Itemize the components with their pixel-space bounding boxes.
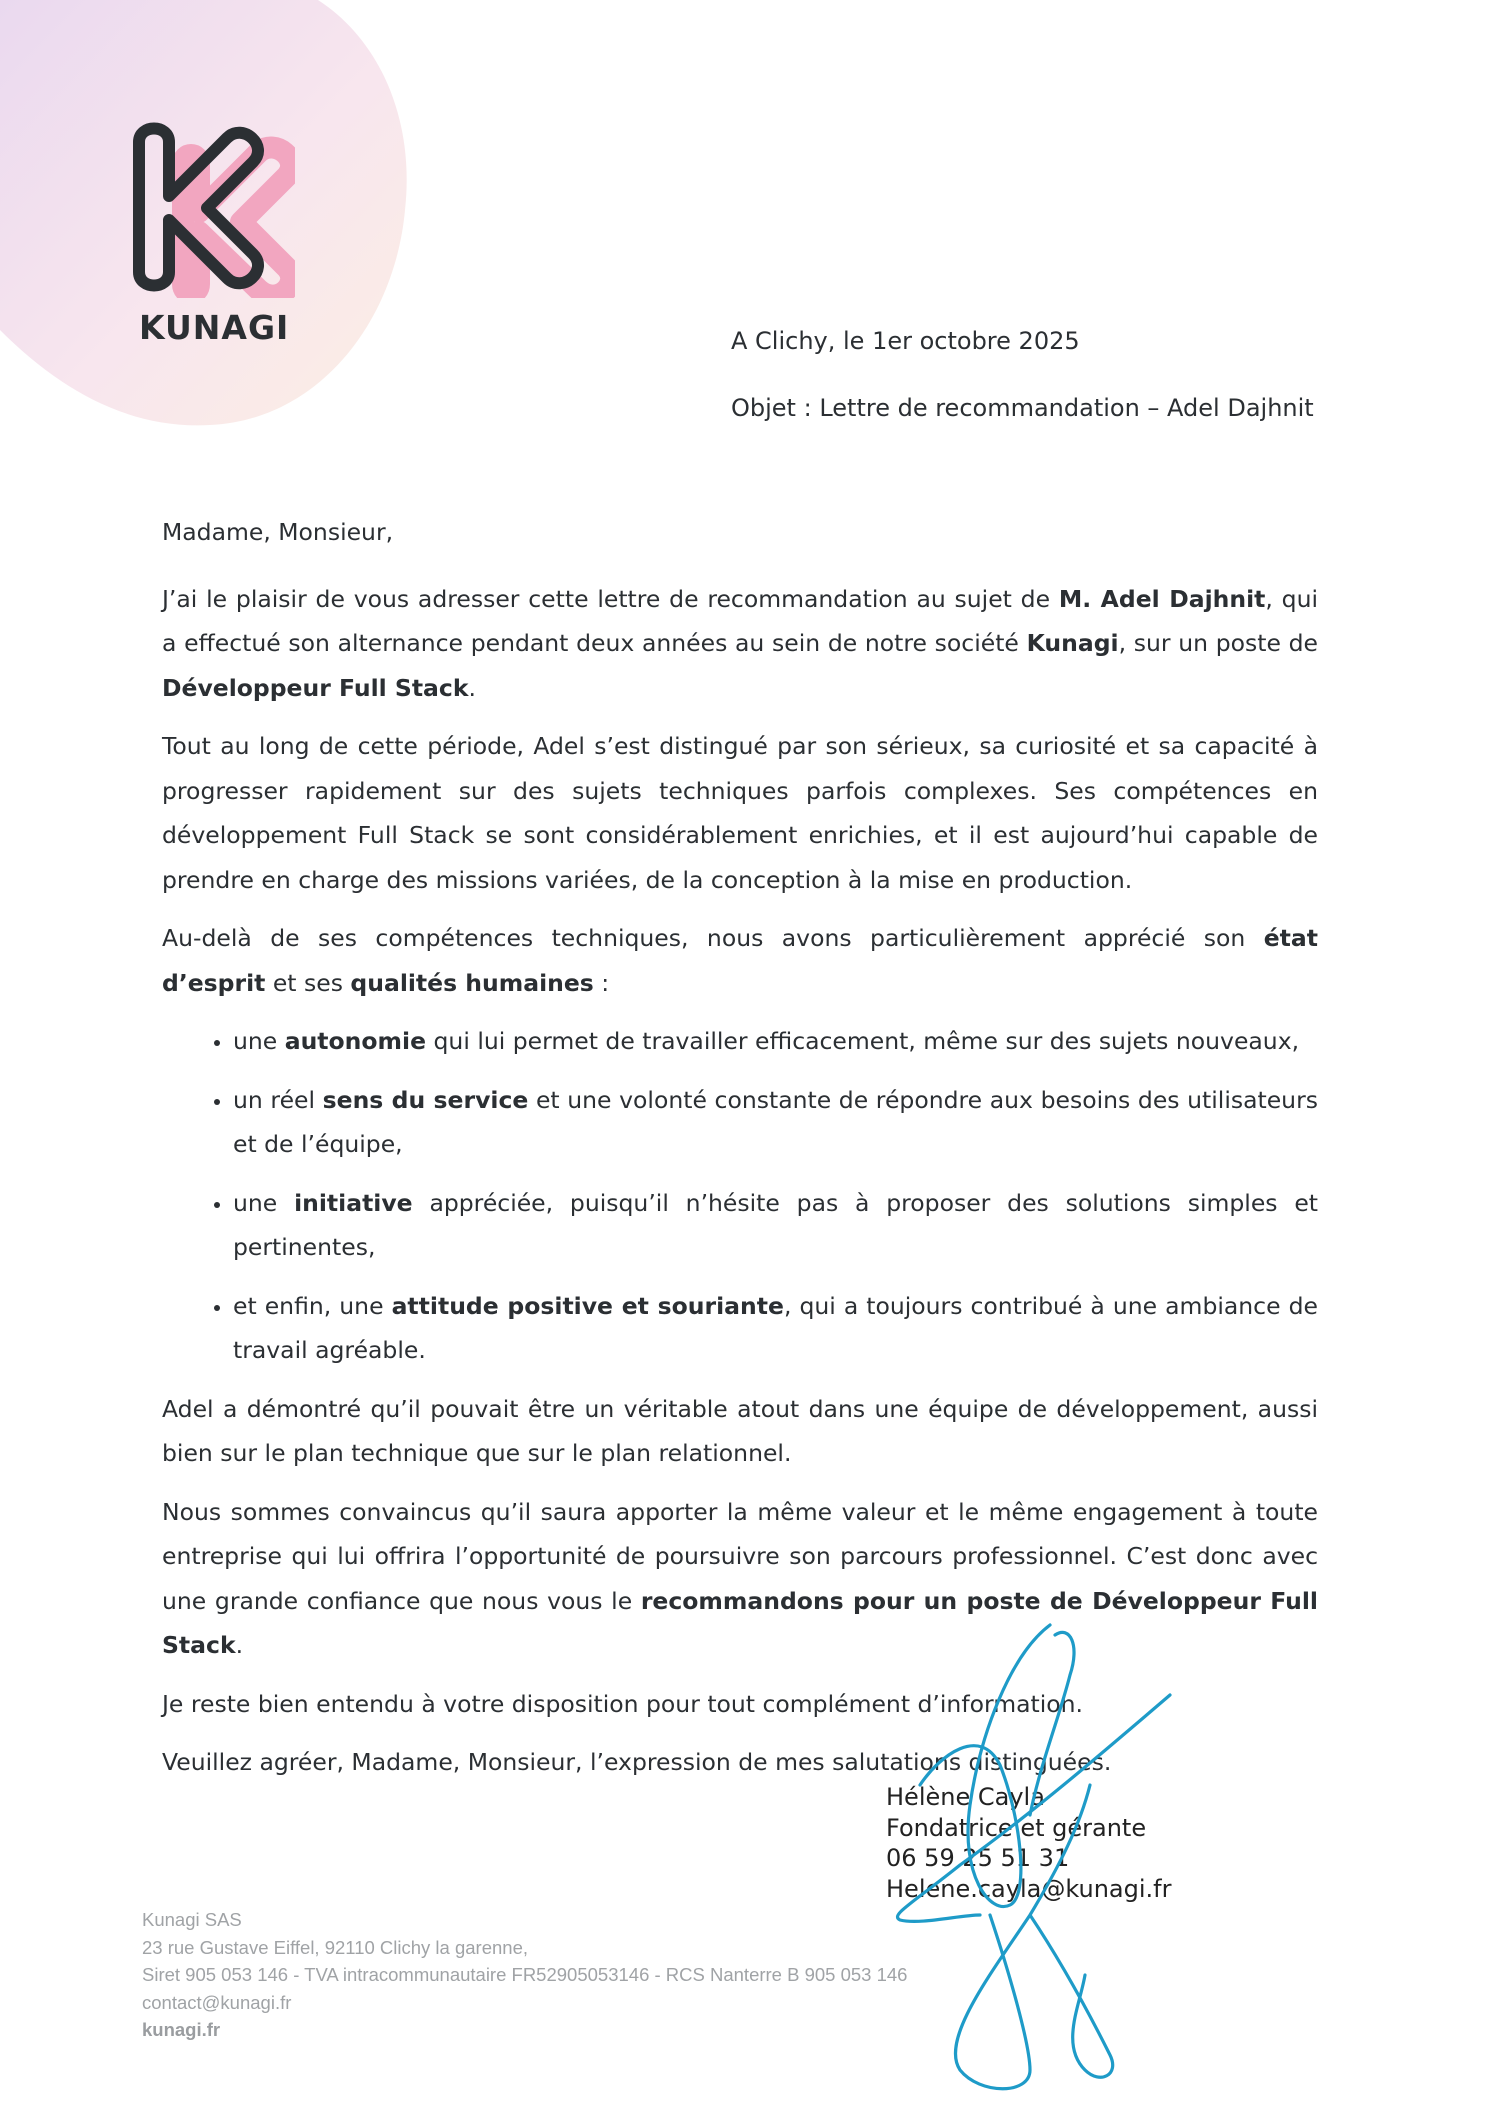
signatory-phone: 06 59 25 51 31 (886, 1844, 1070, 1872)
text-run: , sur un poste de (1118, 629, 1318, 657)
footer-address: 23 rue Gustave Eiffel, 92110 Clichy la garenne, (142, 1936, 528, 1958)
list-item (233, 1284, 1318, 1373)
footer-email[interactable]: contact@kunagi.fr (142, 1991, 292, 2013)
text-run: appréciée, puisqu’il n’hésite pas à proposer des solutions simples et pertinentes, (233, 1188, 1319, 1261)
footer (142, 1906, 907, 2044)
subject-line: Objet : Lettre de recommandation – Adel Dajhnit (731, 394, 1314, 422)
company-name: Kunagi (1026, 629, 1119, 657)
text-run: et enfin, une (233, 1291, 392, 1320)
letter-body (162, 510, 1318, 1799)
text-run: . (468, 673, 476, 702)
handwritten-signature-icon (880, 1615, 1200, 2095)
candidate-name: M. Adel Dajhnit (1058, 584, 1266, 613)
bold-phrase: initiative (294, 1188, 413, 1217)
text-run: Au-delà de ses compétences techniques, nous avons particulièrement apprécié son (162, 924, 1264, 952)
bold-phrase: état d’esprit (162, 924, 1318, 997)
text-run: un réel (233, 1085, 323, 1114)
paragraph-intro (162, 577, 1318, 711)
text-run: et une volonté constante de répondre aux besoins des utilisateurs et de l’équipe, (233, 1085, 1318, 1158)
text-run: , qui a effectué son alternance pendant deux années au sein de notre société (162, 584, 1318, 657)
signatory-role: Fondatrice et gérante (886, 1813, 1147, 1842)
list-item (233, 1181, 1318, 1270)
text-run: : (593, 968, 610, 997)
bold-phrase: recommandons pour un poste de Développeur Full Stack (162, 1586, 1318, 1659)
qualities-list (162, 1019, 1318, 1373)
bold-phrase: autonomie (284, 1027, 427, 1055)
footer-website[interactable]: kunagi.fr (142, 2019, 221, 2040)
footer-legal: Siret 905 053 146 - TVA intracommunautaire FR52905053146 - RCS Nanterre B 905 053 146 (142, 1964, 908, 1985)
text-run: , qui a toujours contribué à une ambiance de travail agréable. (233, 1291, 1318, 1364)
closing-formula: Veuillez agréer, Madame, Monsieur, l’expression de mes salutations distinguées. (162, 1748, 1112, 1776)
date-line: A Clichy, le 1er octobre 2025 (731, 327, 1080, 355)
list-item (233, 1078, 1318, 1167)
kunagi-k-logo-icon (125, 118, 295, 298)
paragraph-availability: Je reste bien entendu à votre disposition pour tout complément d’information. (162, 1689, 1083, 1718)
signatory-email: Helene.cayla@kunagi.fr (886, 1874, 1172, 1903)
text-run: et ses (265, 968, 351, 997)
paragraph-qualities (162, 916, 1318, 1005)
bold-phrase: attitude positive et souriante (391, 1291, 784, 1320)
signatory-name: Hélène Cayla (886, 1783, 1045, 1811)
list-item (233, 1019, 1318, 1064)
text-run: une (233, 1188, 295, 1217)
text-run: une (233, 1027, 285, 1055)
bold-phrase: qualités humaines (350, 968, 594, 997)
footer-company: Kunagi SAS (142, 1909, 242, 1930)
bold-phrase: sens du service (322, 1085, 529, 1114)
text-run: J’ai le plaisir de vous adresser cette lettre de recommandation au sujet de (162, 584, 1059, 613)
paragraph-skills: Tout au long de cette période, Adel s’est distingué par son sérieux, sa curiosité et sa capacité à progresser rapidement sur des sujets techniques parfois complexes. Ses compétences en développement Full Stack se sont considérablement enrichies, et il est aujourd’hui capable de prendre en charge des missions variées, de la conception à la mise en production. (162, 732, 1318, 894)
brand-name: KUNAGI (139, 308, 290, 347)
salutation: Madame, Monsieur, (162, 518, 394, 546)
text-run: Nous sommes convaincus qu’il saura apporter la même valeur et le même engagement à toute entreprise qui lui offrira l’opportunité de poursuivre son parcours professionnel. C’est donc avec une grande confiance que nous vous le (162, 1497, 1318, 1615)
text-run: . (235, 1631, 244, 1659)
job-title: Développeur Full Stack (162, 673, 469, 702)
paragraph-summary: Adel a démontré qu’il pouvait être un véritable atout dans une équipe de développement, aussi bien sur le plan technique que sur le plan relationnel. (162, 1394, 1318, 1467)
text-run: qui lui permet de travailler efficacement, même sur des sujets nouveaux, (426, 1027, 1300, 1055)
